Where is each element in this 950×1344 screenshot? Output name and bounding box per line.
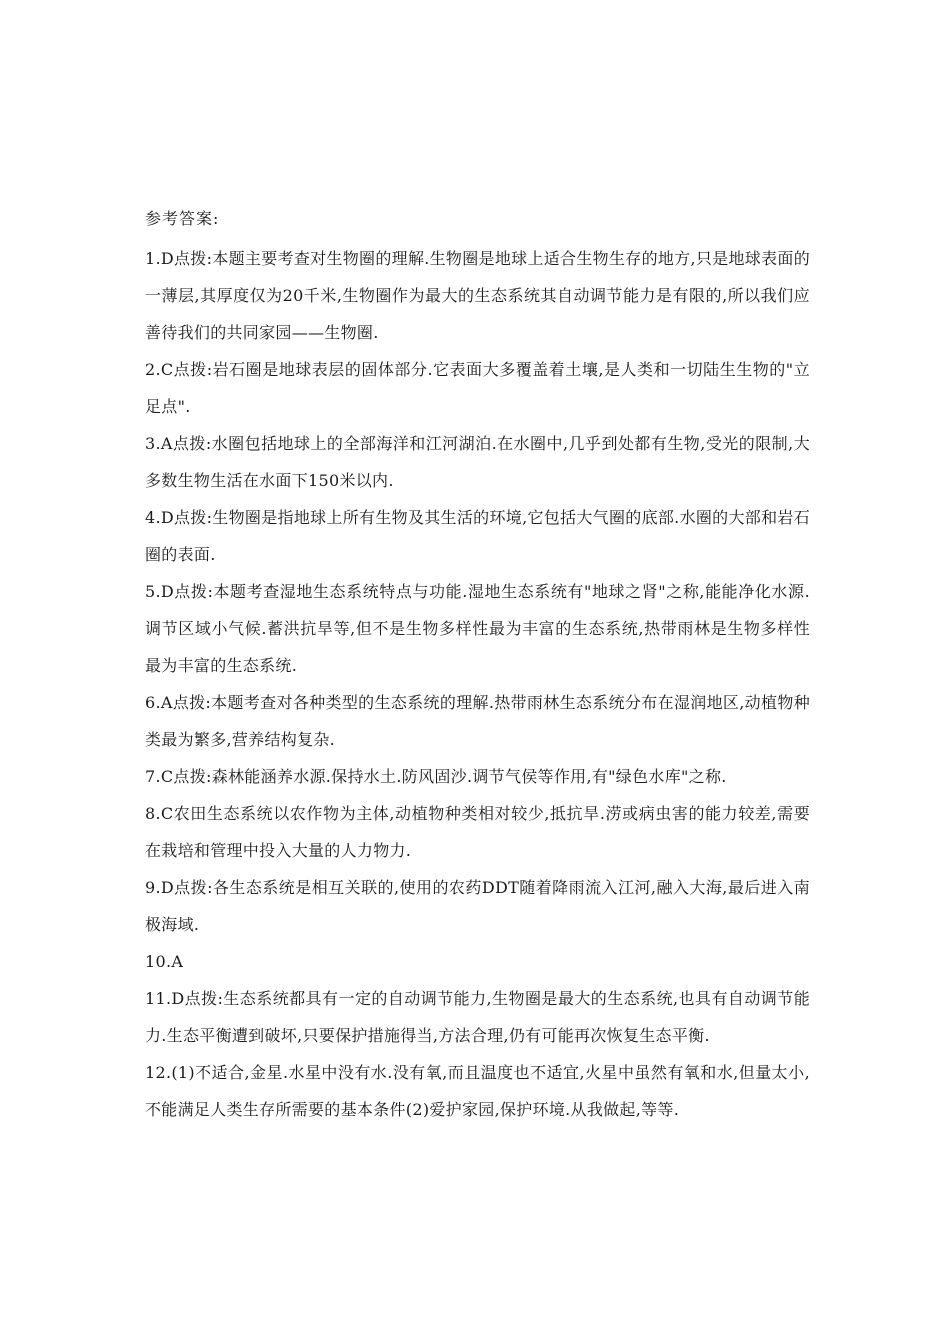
answer-item-1: 1.D点拨:本题主要考查对生物圈的理解.生物圈是地球上适合生物生存的地方,只是地球表面的一薄层,其厚度仅为20千米,生物圈作为最大的生态系统其自动调节能力是有限的,所以我们应善待我们的共同家园——生物圈. (145, 249, 810, 342)
answer-item-9: 9.D点拨:各生态系统是相互关联的,使用的农药DDT随着降雨流入江河,融入大海,最后进入南极海域. (145, 878, 810, 934)
answer-item-10: 10.A (145, 952, 184, 971)
answer-list (145, 240, 810, 1128)
answer-key-page (145, 206, 810, 1128)
answer-item-2: 2.C点拨:岩石圈是地球表层的固体部分.它表面大多覆盖着土壤,是人类和一切陆生生物的"立足点". (145, 360, 810, 416)
answer-item-3: 3.A点拨:水圈包括地球上的全部海洋和江河湖泊.在水圈中,几乎到处都有生物,受光的限制,大多数生物生活在水面下150米以内. (145, 434, 810, 490)
answer-item-5: 5.D点拨:本题考查湿地生态系统特点与功能.湿地生态系统有"地球之肾"之称,能能净化水源.调节区域小气候.蓄洪抗旱等,但不是生物多样性最为丰富的生态系统,热带雨林是生物多样性最为丰富的生态系统. (145, 582, 810, 675)
answer-item-6: 6.A点拨:本题考查对各种类型的生态系统的理解.热带雨林生态系统分布在湿润地区,动植物种类最为繁多,营养结构复杂. (145, 693, 810, 749)
answer-item-8: 8.C农田生态系统以农作物为主体,动植物种类相对较少,抵抗旱.涝或病虫害的能力较差,需要在栽培和管理中投入大量的人力物力. (145, 804, 810, 860)
answer-item-12: 12.(1)不适合,金星.水星中没有水.没有氧,而且温度也不适宜,火星中虽然有氧和水,但量太小,不能满足人类生存所需要的基本条件(2)爱护家园,保护环境.从我做起,等等. (145, 1063, 810, 1119)
answer-item-11: 11.D点拨:生态系统都具有一定的自动调节能力,生物圈是最大的生态系统,也具有自动调节能力.生态平衡遭到破坏,只要保护措施得当,方法合理,仍有可能再次恢复生态平衡. (145, 989, 810, 1045)
answer-item-7: 7.C点拨:森林能涵养水源.保持水土.防风固沙.调节气侯等作用,有"绿色水库"之称. (145, 767, 727, 786)
answer-item-4: 4.D点拨:生物圈是指地球上所有生物及其生活的环境,它包括大气圈的底部.水圈的大部和岩石圈的表面. (145, 508, 810, 564)
answer-key-heading: 参考答案: (145, 209, 220, 228)
